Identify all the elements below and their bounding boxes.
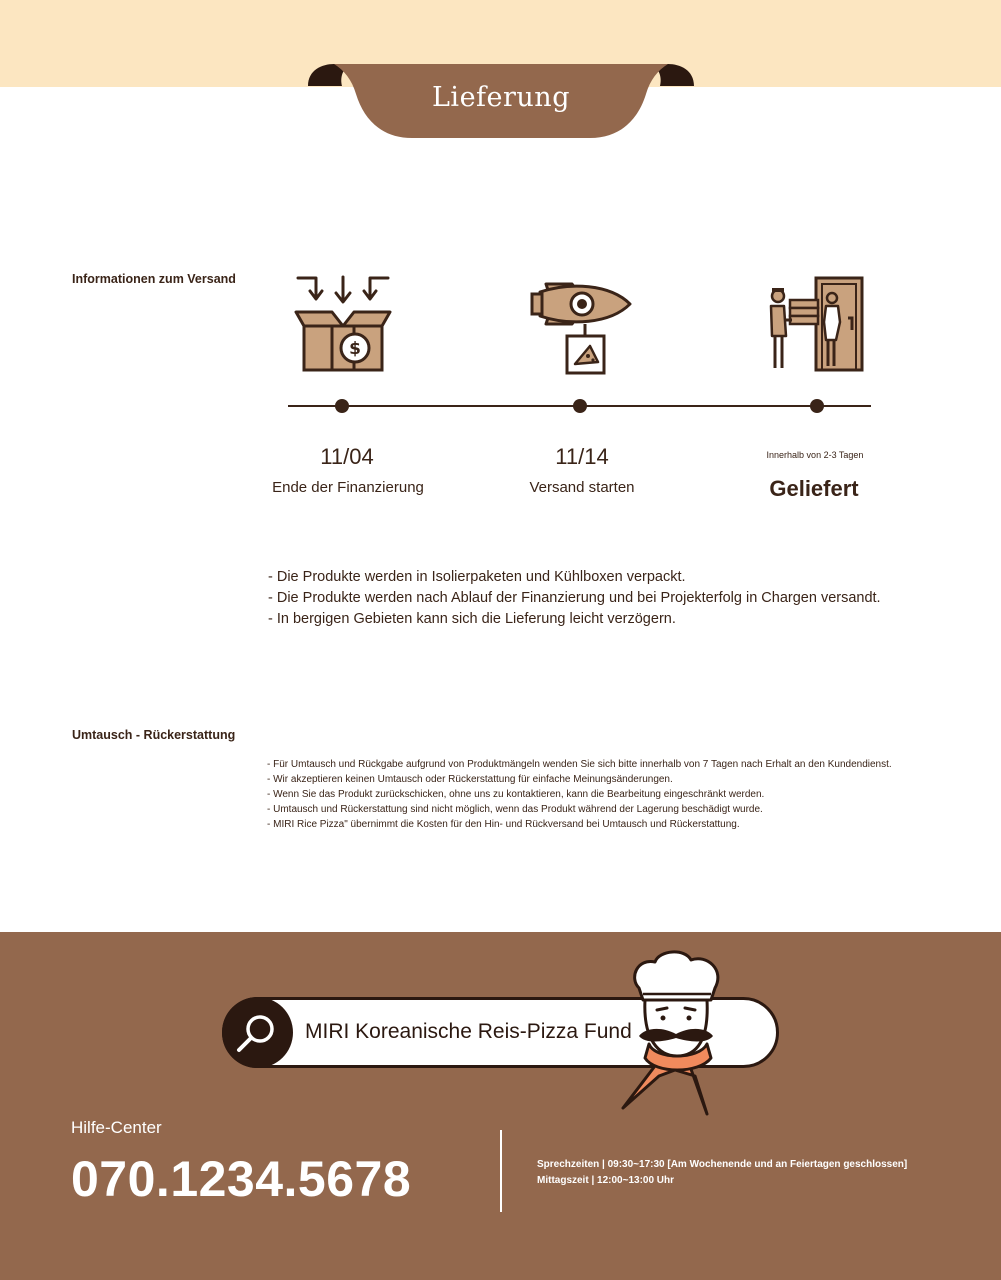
list-item: - In bergigen Gebieten kann sich die Lieferung leicht verzögern. [268, 611, 676, 627]
office-hours [537, 1157, 907, 1189]
box-icon [294, 274, 392, 377]
timeline-dot [810, 399, 824, 413]
list-item: - Wir akzeptieren keinen Umtausch oder Rückerstattung für einfache Meinungsänderungen. [267, 774, 673, 785]
search-icon [222, 997, 293, 1068]
step-note: Innerhalb von 2-3 Tagen [766, 450, 864, 460]
list-item: - Die Produkte werden nach Ablauf der Finanzierung und bei Projekterfolg in Chargen versandt. [268, 590, 881, 606]
refund-notes [267, 757, 892, 832]
svg-text:$: $ [349, 339, 361, 359]
footer-divider [500, 1130, 502, 1212]
office-hours-text: Sprechzeiten | 09:30~17:30 [Am Wochenende und an Feiertagen geschlossen] [537, 1159, 908, 1170]
lunch-hours-text: Mittagszeit | 12:00~13:00 Uhr [537, 1175, 675, 1186]
list-item: - MIRI Rice Pizza" übernimmt die Kosten für den Hin- und Rückversand bei Umtausch und Rückerstattung. [267, 819, 740, 830]
shipping-notes [268, 567, 881, 630]
chef-icon [615, 948, 735, 1123]
search-button[interactable] [222, 997, 293, 1068]
list-item: - Umtausch und Rückerstattung sind nicht möglich, wenn das Produkt während der Lagerung beschädigt wurde. [267, 804, 763, 815]
step-date: 11/14 [555, 444, 609, 469]
rocket-icon [530, 274, 632, 381]
delivery-icon [766, 274, 866, 379]
timeline-dot [335, 399, 349, 413]
footer [0, 932, 1001, 1280]
refund-section-label: Umtausch - Rückerstattung [72, 728, 236, 742]
step-label: Geliefert [769, 476, 859, 501]
page-title: Lieferung [432, 82, 570, 113]
timeline-dot [573, 399, 587, 413]
title-ribbon [308, 64, 694, 138]
phone-number[interactable]: 070.1234.5678 [71, 1151, 412, 1207]
list-item: - Wenn Sie das Produkt zurückschicken, ohne uns zu kontaktieren, kann die Bearbeitung eingeschränkt werden. [267, 789, 765, 800]
step-label: Versand starten [529, 479, 635, 496]
shipping-section-label: Informationen zum Versand [72, 272, 236, 286]
help-center-title: Hilfe-Center [71, 1118, 162, 1137]
step-date: 11/04 [320, 444, 374, 469]
step-label: Ende der Finanzierung [272, 479, 424, 496]
list-item: - Die Produkte werden in Isolierpaketen und Kühlboxen verpackt. [268, 569, 686, 585]
list-item: - Für Umtausch und Rückgabe aufgrund von Produktmängeln wenden Sie sich bitte innerhalb von 7 Tagen nach Erhalt an den Kundendienst. [267, 759, 892, 770]
search-text: MIRI Koreanische Reis-Pizza Fund [305, 1020, 632, 1043]
